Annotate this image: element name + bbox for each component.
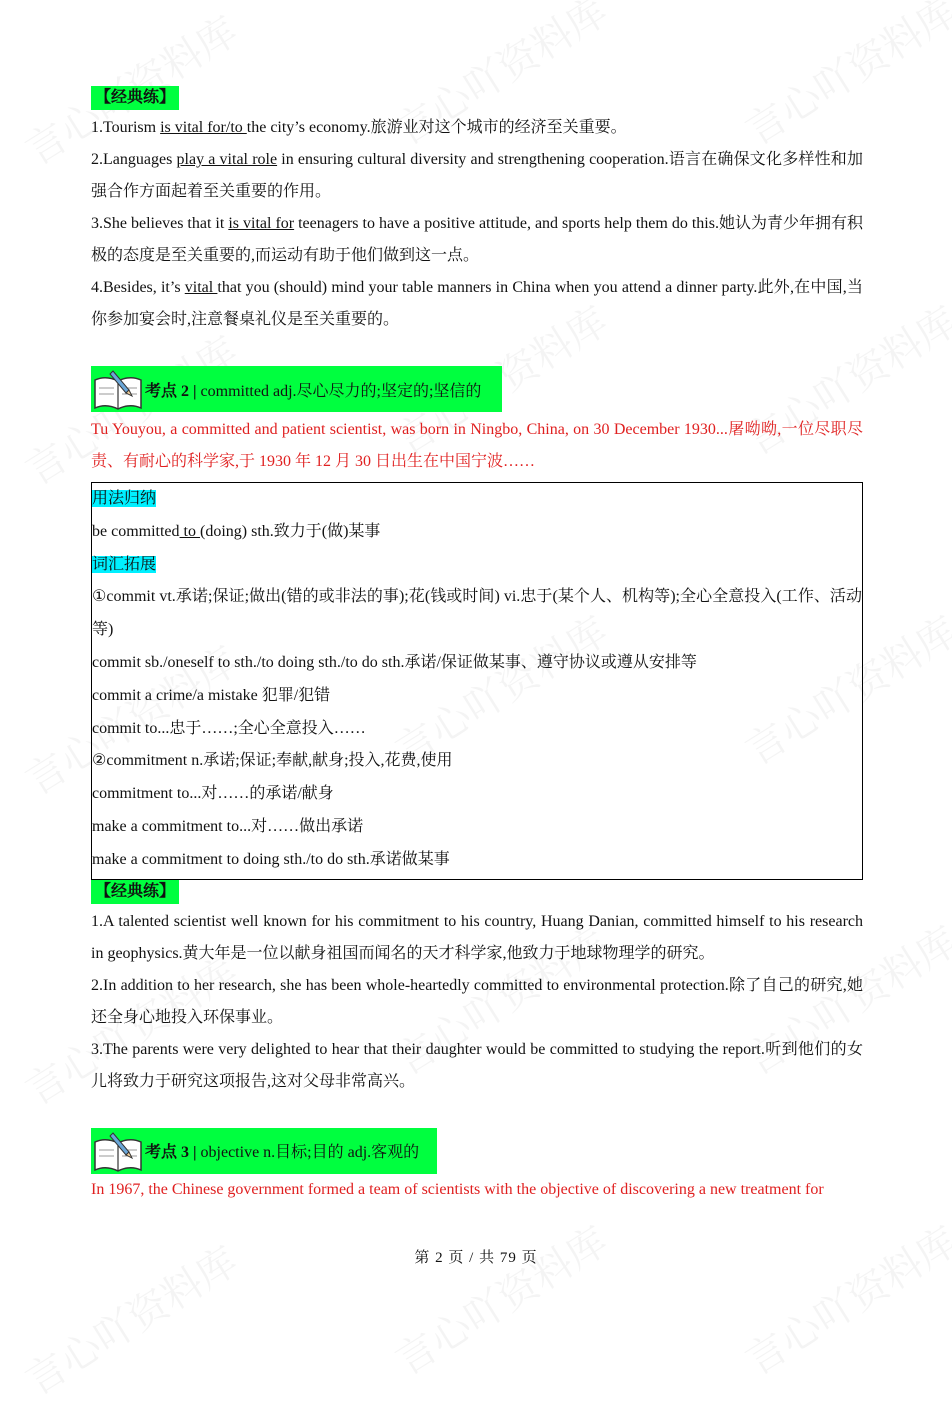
usage-box — [91, 482, 863, 880]
vocab-line: commit sb./oneself to sth./to doing sth./to do sth.承诺/保证做某事、遵守协议或遵从安排等 — [92, 653, 697, 671]
example-sentence: 2.Languages play a vital role in ensuring cultural diversity and strengthening cooperation.语言在确保文化多样性和加强合作方面起着至关重要的作用。 — [91, 151, 863, 200]
example-sentence: 1.Tourism is vital for/to the city’s economy.旅游业对这个城市的经济至关重要。 — [91, 119, 627, 136]
key-point-example: In 1967, the Chinese government formed a team of scientists with the objective of discovering a new treatment for — [91, 1180, 824, 1198]
usage-title: 用法归纳 — [92, 490, 157, 507]
vocab-line: make a commitment to doing sth./to do sth.承诺做某事 — [92, 850, 450, 868]
vocab-title: 词汇拓展 — [92, 555, 157, 573]
vocab-line: commitment to...对……的承诺/献身 — [92, 785, 334, 803]
practice-tag: 【经典练】 — [91, 86, 179, 110]
book-pencil-icon — [91, 1128, 145, 1174]
page-content — [91, 86, 863, 1206]
key-point-header-3 — [91, 1128, 437, 1174]
example-sentence: 4.Besides, it’s vital that you (should) mind your table manners in China when you attend a dinner party.此外,在中国,当你参加宴会时,注意餐桌礼仪是至关重要的。 — [91, 279, 863, 328]
vocab-line: ②commitment n.承诺;保证;奉献,献身;投入,花费,使用 — [92, 752, 453, 770]
usage-line: be committed to (doing) sth.致力于(做)某事 — [92, 522, 381, 540]
book-pencil-icon — [91, 366, 145, 412]
page-footer: 第 2 页 / 共 79 页 — [414, 1250, 538, 1266]
key-point-label: 考点 3 | — [145, 1144, 201, 1162]
watermark — [733, 1211, 952, 1387]
vocab-line: commit to...忠于……;全心全意投入…… — [92, 719, 366, 737]
key-point-header-2 — [91, 366, 502, 412]
example-sentence: 2.In addition to her research, she has been whole-heartedly committed to environmental protection.除了自己的研究,她还全身心地投入环保事业。 — [91, 976, 863, 1026]
practice-section-2 — [91, 880, 863, 1098]
vocab-line: ①commit vt.承诺;保证;做出(错的或非法的事);花(钱或时间) vi.忠于(某个人、机构等);全心全意投入(工作、活动等) — [92, 588, 862, 639]
watermark — [383, 1211, 617, 1387]
practice-section-1 — [91, 86, 863, 336]
vocab-line: commit a crime/a mistake 犯罪/犯错 — [92, 686, 331, 704]
practice-tag: 【经典练】 — [91, 880, 179, 904]
key-point-word: objective n.目标;目的 adj.客观的 — [200, 1144, 420, 1162]
vocab-line: make a commitment to...对……做出承诺 — [92, 817, 364, 835]
key-point-example: Tu Youyou, a committed and patient scientist, was born in Ningbo, China, on 30 December 1930...屠呦呦,一位尽职尽责、有耐心的科学家,于 1930 年 12 月 30 日出生在中国宁波…… — [91, 421, 863, 470]
example-sentence: 1.A talented scientist well known for his commitment to his country, Huang Danian, committed himself to his research in geophysics.黄大年是一位以献身祖国而闻名的天才科学家,他致力于地球物理学的研究。 — [91, 912, 863, 962]
example-sentence: 3.The parents were very delighted to hear that their daughter would be committed to studying the report.听到他们的女儿将致力于研究这项报告,这对父母非常高兴。 — [91, 1040, 863, 1090]
key-point-label: 考点 2 | — [145, 382, 201, 400]
example-sentence: 3.She believes that it is vital for teenagers to have a positive attitude, and sports help them do this.她认为青少年拥有积极的态度是至关重要的,而运动有助于他们做到这一点。 — [91, 215, 863, 264]
key-point-word: committed adj.尽心尽力的;坚定的;坚信的 — [200, 382, 482, 400]
